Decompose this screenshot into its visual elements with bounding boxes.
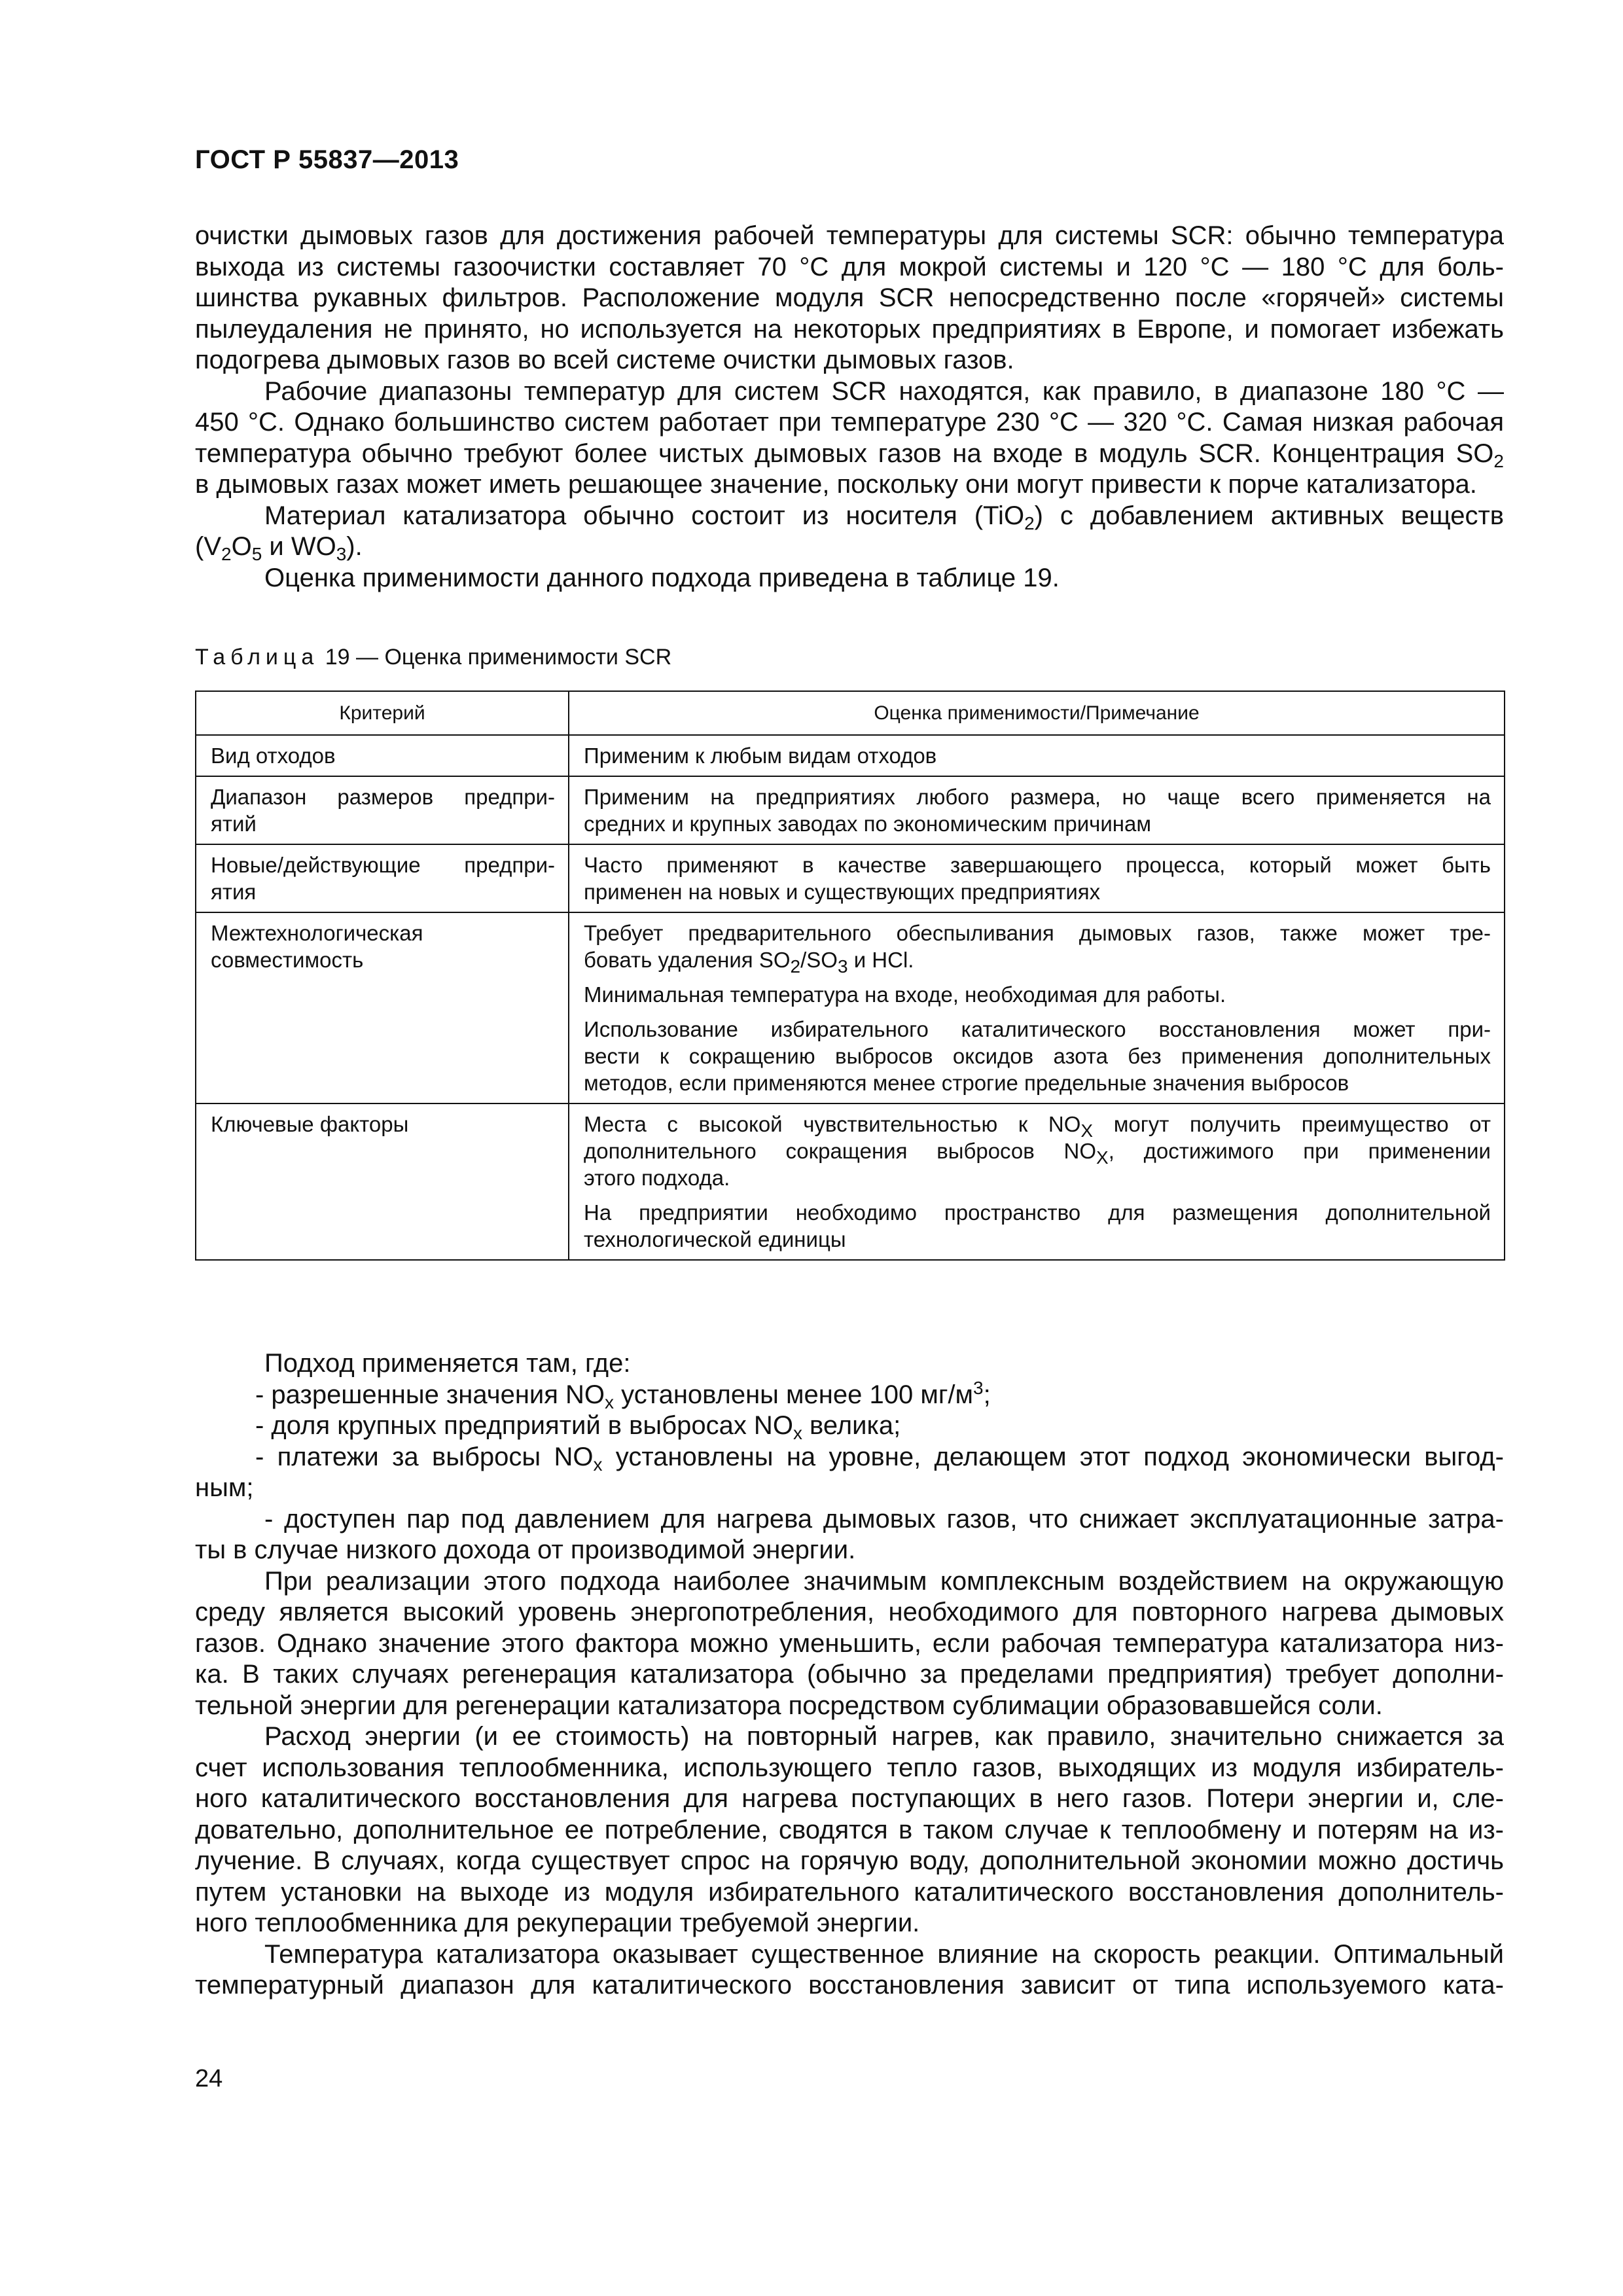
subscript: 2 <box>221 544 232 564</box>
superscript: 3 <box>973 1377 984 1398</box>
conditions-list <box>195 1348 1504 2001</box>
column-header-assessment: Оценка применимости/Примечание <box>569 691 1505 735</box>
text-line: выхода из системы газоочистки составляет 70 °С для мокрой системы и 120 °С — 180 °С для боль- <box>195 252 1504 281</box>
subscript: 2 <box>790 956 801 977</box>
cell-line: Часто применяют в качестве завершающего процесса, который может быть <box>584 853 1491 877</box>
text-fragment: - доля крупных предприятий в выбросах NO <box>255 1411 793 1440</box>
text-fragment: Материал катализатора обычно состоит из носителя (TiO <box>264 501 1025 530</box>
intro-paragraph-4: Оценка применимости данного подхода приведена в таблице 19. <box>264 563 1060 592</box>
table-row <box>196 1103 1505 1260</box>
text-line: Температура катализатора оказывает существенное влияние на скорость реакции. Оптимальный <box>264 1939 1504 1969</box>
note-paragraph: Минимальная температура на входе, необходимая для работы. <box>584 982 1226 1007</box>
intro-paragraph-3 <box>195 501 1504 563</box>
table-caption <box>195 645 671 670</box>
note-paragraph <box>584 1016 1491 1096</box>
intro-paragraph-2 <box>195 376 1504 501</box>
page-number: 24 <box>195 2065 223 2092</box>
subscript: X <box>1080 1121 1094 1141</box>
list-item <box>195 1377 1504 1412</box>
paragraph <box>195 1566 1504 1722</box>
text-line: среду является высокий уровень энергопотребления, необходимого для повторного нагрева дымовых <box>195 1598 1504 1626</box>
paragraph <box>195 1721 1504 1939</box>
document-header: ГОСТ Р 55837—2013 <box>195 145 459 174</box>
note-paragraph <box>584 920 1491 977</box>
caption-label: Таблица <box>195 645 319 670</box>
cell-line: Межтехнологическая <box>211 921 423 945</box>
text-line: Расход энергии (и ее стоимость) на повторный нагрев, как правило, значительно снижается за <box>264 1722 1504 1751</box>
text-line: При реализации этого подхода наиболее значимым комплексным воздействием на окружающую <box>264 1566 1504 1596</box>
text-line: ного теплообменника для рекуперации требуемой энергии. <box>195 1909 920 1937</box>
intro-text <box>195 221 1504 594</box>
cell-line: ятий <box>211 812 257 836</box>
cell-line: технологической единицы <box>584 1227 846 1251</box>
subscript: 3 <box>837 956 848 977</box>
cell-line: ятия <box>211 880 257 904</box>
cell-criterion <box>196 912 569 1103</box>
cell-line: методов, если применяются менее строгие предельные значения выбросов <box>584 1071 1349 1095</box>
text-line: Рабочие диапазоны температур для систем SCR находятся, как правило, в диапазоне 180 °С — <box>264 376 1504 406</box>
cell-line <box>584 1111 1491 1141</box>
text-fragment: - платежи за выбросы NO <box>255 1442 594 1471</box>
caption-text: 19 — Оценка применимости SCR <box>319 645 672 670</box>
text-fragment: ; <box>983 1380 991 1409</box>
text-line: подогрева дымовых газов во всей системе очистки дымовых газов. <box>195 346 1014 374</box>
note-paragraph <box>584 1111 1491 1191</box>
text-line: счет использования теплообменника, использующего тепло газов, выходящих из модуля избиратель- <box>195 1753 1504 1782</box>
text-fragment: бовать удаления SO <box>584 948 791 972</box>
text-fragment: /SO <box>800 948 838 972</box>
list-item <box>195 1442 1504 1504</box>
subscript: 2 <box>1493 450 1504 471</box>
text-line <box>195 531 1504 563</box>
cell-note <box>569 1103 1505 1260</box>
text-line: в дымовых газах может иметь решающее значение, поскольку они могут привести к порче катализатора. <box>195 470 1477 499</box>
subscript: 3 <box>336 544 347 564</box>
text-line: ным; <box>195 1473 254 1502</box>
subscript: x <box>593 1454 603 1475</box>
cell-line: Применим на предприятиях любого размера, но чаще всего применяется на <box>584 785 1491 809</box>
paragraph <box>195 1939 1504 2001</box>
text-fragment: могут получить преимущество от <box>1093 1112 1491 1136</box>
text-line: 450 °С. Однако большинство систем работает при температуре 230 °С — 320 °С. Самая низкая рабочая <box>195 408 1504 437</box>
text-line: ты в случае низкого дохода от производимой энергии. <box>195 1535 856 1564</box>
cell-line: применен на новых и существующих предприятиях <box>584 880 1101 904</box>
text-line <box>195 1442 1504 1473</box>
cell-line: Требует предварительного обеспыливания дымовых газов, также может тре- <box>584 921 1491 945</box>
text-fragment: O <box>231 532 252 561</box>
cell-line: средних и крупных заводах по экономическим причинам <box>584 812 1152 836</box>
cell-line: Новые/действующие предпри- <box>211 853 555 877</box>
cell-note: Применим к любым видам отходов <box>569 735 1505 776</box>
cell-criterion <box>196 844 569 912</box>
text-line: ка. В таких случаях регенерация катализатора (обычно за пределами предприятия) требует дополни- <box>195 1660 1504 1689</box>
text-line: шинства рукавных фильтров. Расположение модуля SCR непосредственно после «горячей» системы <box>195 283 1504 312</box>
subscript: x <box>605 1391 615 1412</box>
cell-note <box>569 844 1505 912</box>
text-fragment: , достижимого при применении <box>1108 1139 1491 1163</box>
text-fragment: - разрешенные значения NO <box>255 1380 605 1409</box>
cell-line <box>584 1138 1491 1168</box>
applicability-table <box>195 691 1505 1261</box>
table-row <box>196 735 1505 776</box>
column-header-criterion: Критерий <box>196 691 569 735</box>
list-item <box>195 1410 1504 1442</box>
text-fragment: и WO <box>262 532 336 561</box>
intro-paragraph-1 <box>195 221 1504 376</box>
text-fragment: установлены на уровне, делающем этот подход экономически выгод- <box>602 1442 1505 1471</box>
text-line: путем установки на выходе из модуля избирательного каталитического восстановления дополнитель- <box>195 1877 1504 1907</box>
cell-line: этого подхода. <box>584 1166 730 1190</box>
text-fragment: (V <box>195 532 221 561</box>
text-fragment: температура обычно требуют более чистых дымовых газов на входе в модуль SCR. Концентрация SO <box>195 439 1494 468</box>
text-line: пылеудаления не принято, но используется на некоторых предприятиях в Европе, и помогает избежать <box>195 314 1504 344</box>
cell-line: На предприятии необходимо пространство для размещения дополнительной <box>584 1200 1491 1225</box>
text-fragment: дополнительного сокращения выбросов NO <box>584 1139 1097 1163</box>
text-line <box>195 501 1504 532</box>
table-row <box>196 776 1505 844</box>
text-fragment: велика; <box>802 1411 901 1440</box>
cell-criterion <box>196 776 569 844</box>
list-item <box>195 1504 1504 1566</box>
text-fragment: Места с высокой чувствительностью к NO <box>584 1112 1081 1136</box>
text-line: - доступен пар под давлением для нагрева дымовых газов, что снижает эксплуатационные затра- <box>264 1504 1504 1534</box>
cell-note <box>569 912 1505 1103</box>
note-paragraph <box>584 1199 1491 1253</box>
text-fragment: ). <box>346 532 363 561</box>
text-line: довательно, дополнительное ее потребление, сводятся в таком случае к теплообмену и потерям на из- <box>195 1815 1504 1844</box>
cell-line <box>584 946 1491 977</box>
cell-line: Использование избирательного каталитического восстановления может при- <box>584 1017 1491 1041</box>
text-fragment: и HCl. <box>847 948 914 972</box>
text-line: лучение. В случаях, когда существует спрос на горячую воду, дополнительной экономии можно достичь <box>195 1846 1504 1875</box>
subscript: 2 <box>1024 512 1035 533</box>
cell-line: Диапазон размеров предпри- <box>211 785 555 809</box>
text-line: очистки дымовых газов для достижения рабочей температуры для системы SCR: обычно температура <box>195 221 1504 250</box>
text-fragment: установлены менее 100 мг/м <box>614 1380 974 1409</box>
subscript: X <box>1096 1147 1109 1168</box>
list-lead: Подход применяется там, где: <box>264 1349 631 1378</box>
subscript: x <box>793 1423 802 1443</box>
cell-criterion: Ключевые факторы <box>196 1103 569 1260</box>
text-fragment: ) с добавлением активных веществ <box>1034 501 1505 530</box>
text-line: тельной энергии для регенерации катализатора посредством сублимации образовавшейся соли. <box>195 1691 1383 1720</box>
cell-line: совместимость <box>211 948 364 972</box>
table-row <box>196 844 1505 912</box>
text-line: газов. Однако значение этого фактора можно уменьшить, если рабочая температура катализатора низ- <box>195 1628 1504 1658</box>
cell-criterion: Вид отходов <box>196 735 569 776</box>
cell-line: вести к сокращению выбросов оксидов азота без применения дополнительных <box>584 1044 1491 1068</box>
table-row <box>196 912 1505 1103</box>
text-line: ного каталитического восстановления для нагрева поступающих в него газов. Потери энергии и, сле- <box>195 1784 1504 1813</box>
table-header-row <box>196 691 1505 735</box>
text-line <box>195 439 1504 470</box>
text-line: температурный диапазон для каталитического восстановления зависит от типа используемого ката- <box>195 1971 1504 2000</box>
subscript: 5 <box>251 544 262 564</box>
cell-note <box>569 776 1505 844</box>
